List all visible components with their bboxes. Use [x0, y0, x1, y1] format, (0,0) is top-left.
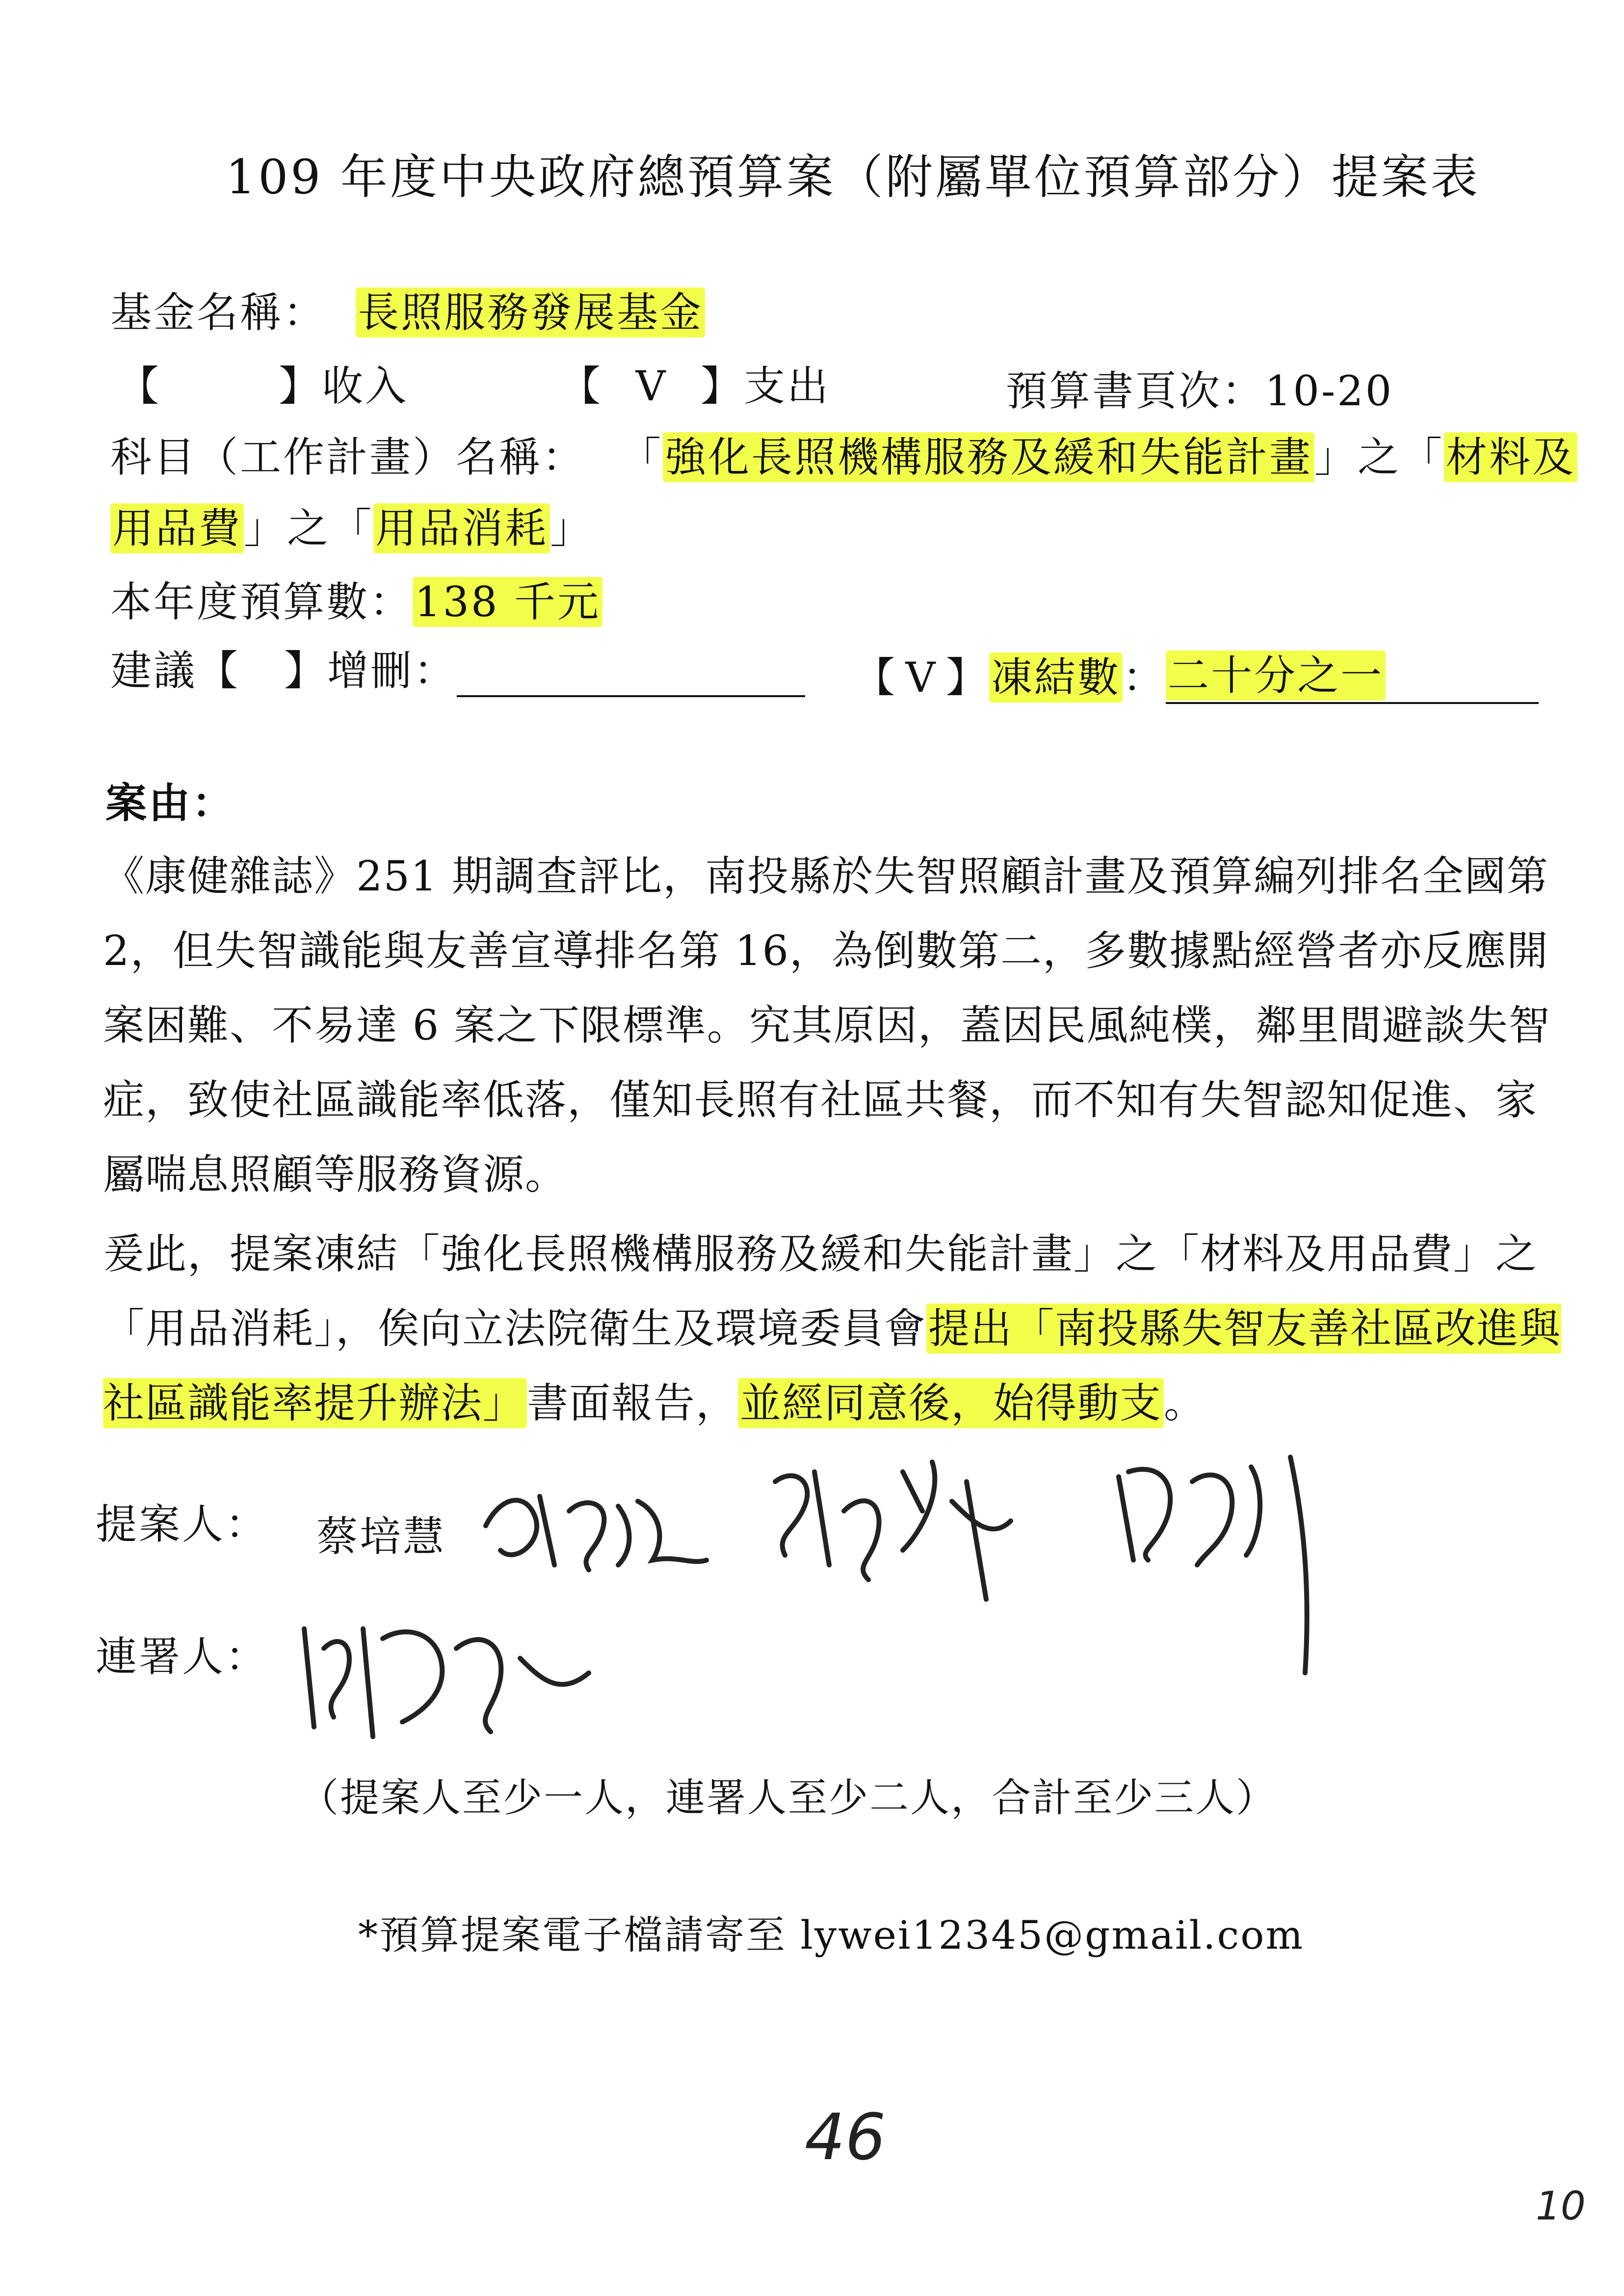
- paragraph-2-text: 書面報告，: [527, 1379, 738, 1427]
- bracket-open: 【: [559, 362, 603, 410]
- document-title: 109 年度中央政府總預算案（附屬單位預算部分）提案表: [226, 150, 1480, 205]
- quote-close: 」: [550, 504, 594, 552]
- subject-row-continued: [110, 496, 593, 555]
- page-label: 預算書頁次：: [1006, 367, 1265, 415]
- bracket-close: 】: [701, 362, 744, 410]
- subject-item: 材料及: [1444, 432, 1577, 482]
- reason-paragraph-1: 《康健雜誌》251 期調查評比，南投縣於失智照顧計畫及預算編列排名全國第2，但失智識能與友善宣導排名第 16，為倒數第二，多數據點經營者亦反應開案困難、不易達 6 案之下限標準。究其原因，蓋因民風純樸，鄰里間避談失智症，致使社區識能率低落，僅知長照有社區共餐，而不知有失智認知促進、家屬喘息照顧等服務資源。: [103, 852, 1551, 1199]
- fund-label: 基金名稱：: [110, 288, 327, 337]
- page-reference: [1006, 358, 1393, 417]
- freeze-value: 二十分之一: [1166, 651, 1386, 701]
- signature-2: [756, 1452, 1030, 1614]
- expense-checkbox: [559, 353, 830, 413]
- suggestion-label: 建議【: [110, 647, 240, 695]
- approval-condition-highlight: 並經同意後，始得動支: [738, 1378, 1164, 1428]
- bracket-open: 【: [854, 653, 897, 702]
- cosigner-label: 連署人：: [96, 1633, 269, 1681]
- income-checkbox: [118, 353, 408, 413]
- proposer-label: 提案人：: [96, 1500, 269, 1548]
- report-requirement-highlight: 提出「南投縣失智友善社區改進與社區識能率提升辦法」: [103, 1305, 1562, 1427]
- cosigner-signature: [294, 1599, 599, 1756]
- page-value: 10-20: [1265, 367, 1394, 415]
- subject-subitem: 用品消耗: [373, 503, 550, 553]
- income-label: 收入: [322, 362, 409, 410]
- proposer-name: 蔡培慧: [316, 1513, 446, 1561]
- quote-close: 」: [1314, 433, 1358, 481]
- quote-close: 」: [244, 504, 288, 552]
- handwritten-page-number: 46: [805, 2100, 886, 2174]
- quote-open: 「: [1401, 433, 1444, 481]
- fund-row: [110, 280, 705, 339]
- proposal-row: [110, 638, 805, 697]
- quote-open: 「: [330, 504, 374, 552]
- freeze-label: 凍結數: [989, 652, 1123, 703]
- bracket-close: 】: [279, 362, 322, 410]
- freeze-row: [854, 643, 1539, 704]
- connector: 之: [1358, 433, 1401, 481]
- paragraph-2-text: 。: [1164, 1379, 1206, 1427]
- cut-amount-blank: [457, 654, 805, 697]
- subject-row: [110, 424, 1577, 484]
- signature-3: [1104, 1437, 1349, 1693]
- freeze-check-mark: V: [905, 653, 938, 702]
- subject-label: 科目（工作計畫）名稱：: [110, 433, 586, 481]
- cut-label: 增刪：: [327, 647, 457, 695]
- budget-value: 138 千元: [413, 577, 602, 627]
- subject-plan: 強化長照機構服務及緩和失能計畫: [663, 432, 1314, 482]
- bracket-open: 【: [118, 362, 161, 410]
- fund-name: 長照服務發展基金: [356, 287, 705, 338]
- expense-label: 支出: [744, 362, 831, 410]
- signature-1: [471, 1467, 716, 1590]
- connector: 之: [287, 504, 331, 552]
- reason-paragraph-2: [103, 1217, 1565, 1440]
- colon: ：: [1123, 653, 1166, 702]
- paragraph-2-text: 爰此，提案凍結「強化長照機構服務及緩和失能計畫」之「材料及用品費」之「用品消耗」，俟向立法院衛生及環境委員會: [103, 1230, 1538, 1353]
- reason-label: 案由：: [105, 779, 236, 827]
- expense-check-mark: V: [635, 362, 668, 410]
- quote-open: 「: [620, 433, 663, 481]
- bracket-close: 】: [284, 647, 328, 695]
- signature-requirement-note: （提案人至少一人，連署人至少二人，合計至少三人）: [299, 1775, 1277, 1821]
- email-submission-note: *預算提案電子檔請寄至 lywei12345@gmail.com: [358, 1912, 1305, 1958]
- corner-page-number: 10: [1536, 2183, 1586, 2229]
- budget-label: 本年度預算數：: [110, 578, 413, 626]
- subject-item-cont: 用品費: [110, 503, 244, 553]
- budget-row: [110, 569, 602, 628]
- freeze-amount-line: [1166, 643, 1539, 704]
- bracket-close: 】: [946, 653, 990, 702]
